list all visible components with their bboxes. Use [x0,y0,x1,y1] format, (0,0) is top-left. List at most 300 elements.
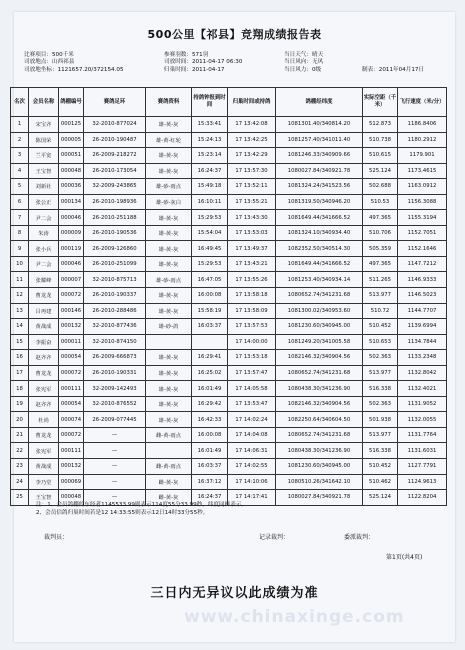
cell-ring: 32-2009-142493 [84,381,146,397]
cell-coordinates: 1081324.10/340934.40 [276,225,363,241]
cell-coordinates: 1080652.74/341231.68 [276,427,363,443]
cell-coordinates: 1081649.44/341666.52 [276,256,363,272]
cell-rank: 17 [11,365,29,381]
cell-bird-info: 雄-黄-灰 [146,396,192,412]
cell-member: 张公正 [29,194,59,210]
cell-speed: 1134.7844 [398,334,447,350]
header-clock-time: 持鸽钟报到时间 [192,88,228,117]
cell-arrival-time: 17 13:42:25 [228,132,276,148]
header-coordinates: 鸽棚经纬度 [276,88,363,117]
cell-member: 张宪军 [29,381,59,397]
cell-arrival-time: 17 14:05:58 [228,381,276,397]
table-body [11,117,447,506]
cell-ring: 26-2010-198936 [84,194,146,210]
table-row [11,288,447,304]
cell-clock-time: 16:49:45 [192,241,228,257]
info-line: 参赛羽数：571羽 [164,52,209,58]
cell-distance: 516.338 [363,443,398,459]
report-sheet [14,12,455,642]
cell-distance: 502.363 [363,350,398,366]
cell-ring: 26-2009-666873 [84,350,146,366]
signature-delegate: 委派裁判： [344,534,375,541]
cell-distance: 513.977 [363,427,398,443]
cell-rank: 19 [11,396,29,412]
cell-rank: 7 [11,210,29,226]
cell-ring: — [84,427,146,443]
made-date: 制表：2011年04月17日 [362,66,425,73]
info-column-2 [164,52,242,74]
cell-rank: 15 [11,334,29,350]
cell-rank: 22 [11,443,29,459]
cell-arrival-time: 17 13:43:21 [228,256,276,272]
cell-clock-time: 15:33:41 [192,117,228,133]
cell-clock-time: 16:03:37 [192,459,228,475]
cell-arrival-time: 17 13:57:47 [228,365,276,381]
cell-loft-id: 000011 [59,334,84,350]
cell-member: 宋宝齐 [29,117,59,133]
cell-clock-time: 15:58:19 [192,303,228,319]
cell-distance: 511.265 [363,272,398,288]
cell-bird-info: 雌-黄-雨点 [146,459,192,475]
cell-bird-info: 雄-黄-灰 [146,288,192,304]
cell-arrival-time: 17 13:53:03 [228,225,276,241]
cell-coordinates: 1080438.30/341236.90 [276,443,363,459]
cell-distance: 510.615 [363,148,398,164]
cell-speed: 1131.6031 [398,443,447,459]
cell-member: 王宝智 [29,163,59,179]
cell-coordinates: 1080027.84/340921.78 [276,163,363,179]
cell-speed: 1156.3088 [398,194,447,210]
cell-ring: — [84,459,146,475]
cell-speed: 1122.8204 [398,490,447,506]
cell-coordinates: 1081253.40/340934.14 [276,272,363,288]
table-row [11,443,447,459]
cell-member: 尹二会 [29,210,59,226]
cell-loft-id: 000111 [59,381,84,397]
cell-bird-info: 雌-黄-雨点 [146,427,192,443]
cell-bird-info: 雄-黄-灰 [146,256,192,272]
cell-coordinates: 1081300.02/340953.60 [276,303,363,319]
header-loft-id: 鸽棚编号 [59,88,84,117]
cell-arrival-time: 17 14:06:31 [228,443,276,459]
table-row [11,412,447,428]
cell-speed: 1127.7791 [398,459,447,475]
cell-coordinates: 1080652.74/341231.68 [276,365,363,381]
cell-clock-time [192,334,228,350]
table-row [11,319,447,335]
cell-member: 朱涛 [29,225,59,241]
cell-rank: 3 [11,148,29,164]
table-row [11,225,447,241]
cell-coordinates: 1081301.40/340814.20 [276,117,363,133]
cell-coordinates: 1082250.64/340604.50 [276,412,363,428]
info-line: 当日风向：无风 [284,59,324,66]
cell-clock-time: 16:00:08 [192,427,228,443]
cell-ring: 32-2009-243865 [84,179,146,195]
info-line: 司放时间：2011-04-17 06:30 [164,59,243,66]
cell-ring: 32-2010-877024 [84,117,146,133]
cell-member: 杜尚 [29,412,59,428]
cell-speed: 1152.7051 [398,225,447,241]
table-row [11,117,447,133]
table-row [11,272,447,288]
cell-speed: 1147.7212 [398,256,447,272]
table-row [11,132,447,148]
cell-ring: 26-2010-173054 [84,163,146,179]
cell-rank: 14 [11,319,29,335]
cell-distance: 510.738 [363,132,398,148]
cell-loft-id: 000005 [59,132,84,148]
cell-arrival-time: 17 13:57:53 [228,319,276,335]
cell-member: 赵齐齐 [29,396,59,412]
cell-arrival-time: 17 13:53:47 [228,396,276,412]
cell-distance: 497.365 [363,256,398,272]
cell-ring: 32-2010-875713 [84,272,146,288]
cell-bird-info: 雄-黄-灰 [146,210,192,226]
cell-coordinates: 1082146.32/340904.56 [276,350,363,366]
cell-bird-info [146,443,192,459]
page-indicator: 第1页(共4页) [386,554,423,561]
cell-rank: 23 [11,459,29,475]
cell-ring: — [84,474,146,490]
cell-loft-id: 000048 [59,163,84,179]
cell-distance: 513.977 [363,288,398,304]
info-line: 比赛项目：500千米 [24,52,74,58]
cell-arrival-time: 17 14:02:55 [228,459,276,475]
cell-clock-time: 16:37:12 [192,474,228,490]
cell-bird-info: 雄-黄-灰 [146,412,192,428]
table-row [11,179,447,195]
cell-distance: 502.688 [363,179,398,195]
table-row [11,256,447,272]
cell-distance: 497.365 [363,210,398,226]
cell-member: 黄战成 [29,459,59,475]
cell-arrival-time: 17 13:58:18 [228,288,276,304]
cell-arrival-time: 17 14:04:08 [228,427,276,443]
cell-arrival-time: 17 13:58:09 [228,303,276,319]
cell-coordinates: 1081649.44/341666.52 [276,210,363,226]
cell-speed: 1133.2348 [398,350,447,366]
cell-distance: 510.452 [363,319,398,335]
cell-rank: 9 [11,241,29,257]
table-header-row [11,88,447,117]
cell-speed: 1152.1646 [398,241,447,257]
cell-clock-time: 16:42:33 [192,412,228,428]
cell-clock-time: 15:29:53 [192,256,228,272]
cell-rank: 18 [11,381,29,397]
cell-arrival-time: 17 14:00:00 [228,334,276,350]
cell-bird-info: 雄-黄-灰 [146,148,192,164]
cell-arrival-time: 17 13:42:29 [228,148,276,164]
cell-ring: 26-2010-251099 [84,256,146,272]
cell-bird-info: 雌-黄-灰 [146,490,192,506]
header-distance: 实际空距（千米） [363,88,398,117]
cell-rank: 12 [11,288,29,304]
table-row [11,194,447,210]
table-row [11,427,447,443]
cell-coordinates: 1080652.74/341231.68 [276,288,363,304]
cell-clock-time: 15:29:53 [192,210,228,226]
cell-clock-time: 15:54:04 [192,225,228,241]
note-2: 2、会员信鸽归巢时间若是12 14:33:55则表示12日14时33分55秒。 [36,510,209,516]
table-row [11,396,447,412]
cell-member: 吕再建 [29,303,59,319]
cell-rank: 1 [11,117,29,133]
header-member: 会员名称 [29,88,59,117]
cell-bird-info: 雌-黄-灰 [146,474,192,490]
cell-coordinates: 1081249.20/341005.58 [276,334,363,350]
cell-clock-time: 16:00:08 [192,288,228,304]
results-table [10,87,447,506]
cell-clock-time: 16:01:49 [192,443,228,459]
cell-ring: — [84,443,146,459]
cell-ring: 26-2009-126860 [84,241,146,257]
cell-distance: 525.124 [363,163,398,179]
cell-member: 尹二会 [29,256,59,272]
cell-loft-id: 000072 [59,365,84,381]
cell-member: 黄战成 [29,319,59,335]
cell-clock-time: 16:29:41 [192,350,228,366]
cell-coordinates: 1080438.30/341236.90 [276,381,363,397]
info-line: 当日天气：晴天 [284,52,324,58]
cell-rank: 20 [11,412,29,428]
cell-coordinates: 1081246.33/340909.66 [276,148,363,164]
cell-rank: 2 [11,132,29,148]
cell-member: 李振奋 [29,334,59,350]
cell-rank: 10 [11,256,29,272]
cell-arrival-time: 17 13:43:30 [228,210,276,226]
cell-loft-id: 000134 [59,194,84,210]
cell-member: 曹龙龙 [29,427,59,443]
header-ring: 赛鸽足环 [84,88,146,117]
cell-loft-id: 000036 [59,179,84,195]
cell-arrival-time: 17 13:49:37 [228,241,276,257]
cell-ring: 32-2010-877436 [84,319,146,335]
cell-speed: 1173.4615 [398,163,447,179]
cell-member: 曹龙龙 [29,365,59,381]
cell-bird-info: 雄-黄-灰 [146,303,192,319]
cell-loft-id: 000072 [59,427,84,443]
cell-loft-id: 000074 [59,412,84,428]
cell-rank: 6 [11,194,29,210]
cell-clock-time: 16:03:37 [192,319,228,335]
info-line: 司放地坐标：1121657.20/372154.05 [24,66,124,73]
cell-arrival-time: 17 13:42:08 [228,117,276,133]
cell-bird-info: 雄-砂-雨点 [146,179,192,195]
info-line: 司放地点：山西祁县 [24,59,75,66]
cell-distance: 510.653 [363,334,398,350]
cell-rank: 16 [11,350,29,366]
cell-speed: 1186.8406 [398,117,447,133]
info-column-1 [24,52,124,74]
cell-distance: 510.452 [363,459,398,475]
cell-speed: 1131.7764 [398,427,447,443]
table-row [11,241,447,257]
cell-clock-time: 16:29:42 [192,396,228,412]
cell-coordinates: 1080027.84/340921.78 [276,490,363,506]
cell-distance: 516.338 [363,381,398,397]
table-row [11,303,447,319]
cell-ring: 32-2010-874150 [84,334,146,350]
cell-speed: 1132.8042 [398,365,447,381]
cell-loft-id: 000146 [59,303,84,319]
cell-clock-time: 16:25:02 [192,365,228,381]
cell-bird-info: 雄-黄-灰 [146,225,192,241]
cell-loft-id: 000054 [59,396,84,412]
cell-bird-info: 雄-黄-红轮 [146,132,192,148]
cell-coordinates: 1081319.50/340946.20 [276,194,363,210]
cell-ring: 26-2010-190536 [84,225,146,241]
cell-coordinates: 1080510.26/341642.10 [276,474,363,490]
cell-member: 赵齐齐 [29,350,59,366]
cell-coordinates: 1081324.24/341523.56 [276,179,363,195]
cell-rank: 4 [11,163,29,179]
cell-ring: 26-2009-218272 [84,148,146,164]
report-title: 500公里【祁县】竞翔成绩报告表 [147,28,322,41]
cell-speed: 1146.9333 [398,272,447,288]
cell-loft-id: 000046 [59,210,84,226]
cell-distance: 510.706 [363,225,398,241]
cell-speed: 1179.901 [398,148,447,164]
cell-clock-time: 15:24:13 [192,132,228,148]
cell-bird-info: 雄-砂-灰白 [146,194,192,210]
cell-coordinates: 1082146.32/340904.56 [276,396,363,412]
cell-arrival-time: 17 14:02:24 [228,412,276,428]
cell-arrival-time: 17 13:55:26 [228,272,276,288]
info-column-3 [284,52,323,74]
cell-rank: 11 [11,272,29,288]
cell-coordinates: 1081257.40/341011.40 [276,132,363,148]
cell-clock-time: 16:47:05 [192,272,228,288]
cell-member: 张小兵 [29,241,59,257]
cell-ring: 32-2010-876552 [84,396,146,412]
cell-loft-id: 000132 [59,459,84,475]
cell-distance: 502.363 [363,396,398,412]
table-row [11,365,447,381]
cell-member: 刘新社 [29,179,59,195]
cell-member: 曹龙龙 [29,288,59,304]
cell-rank: 21 [11,427,29,443]
cell-clock-time: 16:01:49 [192,381,228,397]
cell-bird-info: 雄-砂-雨点 [146,272,192,288]
cell-loft-id: 000054 [59,350,84,366]
cell-clock-time: 15:49:18 [192,179,228,195]
cell-distance: 512.873 [363,117,398,133]
signature-referee: 裁判员： [44,534,69,541]
cell-speed: 1139.6994 [398,319,447,335]
cell-speed: 1163.0912 [398,179,447,195]
info-line: 归巢时间：2011-04-17 [164,66,225,73]
cell-loft-id: 000048 [59,490,84,506]
cell-arrival-time: 17 13:55:21 [228,194,276,210]
cell-ring: 26-2010-190331 [84,365,146,381]
cell-loft-id: 000111 [59,443,84,459]
table-row [11,148,447,164]
cell-coordinates: 1082352.50/340514.30 [276,241,363,257]
cell-loft-id: 000007 [59,272,84,288]
cell-rank: 24 [11,474,29,490]
cell-speed: 1155.3194 [398,210,447,226]
cell-distance: 510.462 [363,474,398,490]
cell-ring: 26-2010-251188 [84,210,146,226]
cell-rank: 8 [11,225,29,241]
cell-bird-info: 雄-砂-鸽 [146,319,192,335]
cell-clock-time: 16:24:37 [192,490,228,506]
cell-member: 王宝智 [29,490,59,506]
cell-ring: 26-2010-190337 [84,288,146,304]
cell-arrival-time: 17 14:10:06 [228,474,276,490]
header-bird-info: 赛鸽资料 [146,88,192,117]
cell-bird-info: 雄-黄-灰 [146,117,192,133]
cell-loft-id: 000072 [59,288,84,304]
note-1: 注：1、会员鸽棚的东经者1145533.99则表示114度55分33.99秒，纬度同样表示。 [36,502,248,508]
signature-recorder: 记录裁判： [259,534,290,541]
cell-speed: 1132.0055 [398,412,447,428]
cell-ring: 26-2010-190487 [84,132,146,148]
cell-speed: 1124.9613 [398,474,447,490]
table-row [11,350,447,366]
cell-clock-time: 16:10:11 [192,194,228,210]
cell-speed: 1131.9052 [398,396,447,412]
cell-loft-id: 000051 [59,148,84,164]
cell-bird-info: 雄-黄-灰 [146,350,192,366]
cell-member: 李乃堂 [29,474,59,490]
cell-distance: 510.53 [363,194,398,210]
cell-loft-id: 000069 [59,474,84,490]
cell-ring: 26-2010-288486 [84,303,146,319]
cell-bird-info: 雄-黄-灰 [146,381,192,397]
cell-distance: 525.124 [363,490,398,506]
cell-loft-id: 000119 [59,241,84,257]
cell-ring: — [84,490,146,506]
table-row [11,381,447,397]
cell-arrival-time: 17 13:57:30 [228,163,276,179]
cell-bird-info: 雄-黄-灰 [146,365,192,381]
cell-member: 兰平宽 [29,148,59,164]
header-rank: 名次 [11,88,29,117]
cell-speed: 1144.7707 [398,303,447,319]
table-row [11,210,447,226]
cell-distance: 505.359 [363,241,398,257]
cell-arrival-time: 17 13:53:18 [228,350,276,366]
cell-member: 张耀峰 [29,272,59,288]
cell-distance: 513.977 [363,365,398,381]
cell-coordinates: 1081230.60/340945.00 [276,459,363,475]
header-arrival-time: 归巢时间或持鸽 [228,88,276,117]
cell-bird-info: 雄-黄-灰 [146,241,192,257]
table-row [11,163,447,179]
cell-coordinates: 1081230.60/340945.00 [276,319,363,335]
cell-clock-time: 16:24:37 [192,163,228,179]
cell-ring: 26-2009-077445 [84,412,146,428]
cell-speed: 1132.4021 [398,381,447,397]
cell-rank: 5 [11,179,29,195]
header-speed: 飞行速度（米/分） [398,88,447,117]
cell-loft-id: 000046 [59,256,84,272]
cell-member: 陈国荣 [29,132,59,148]
cell-loft-id: 000009 [59,225,84,241]
cell-loft-id: 000132 [59,319,84,335]
table-row [11,474,447,490]
cell-distance: 510.72 [363,303,398,319]
cell-speed: 1180.2912 [398,132,447,148]
cell-rank: 13 [11,303,29,319]
info-line: 当日风力：0级 [284,66,322,73]
cell-clock-time: 15:23:14 [192,148,228,164]
cell-loft-id: 000125 [59,117,84,133]
cell-distance: 501.938 [363,412,398,428]
cell-bird-info: 雄-黄-灰 [146,163,192,179]
